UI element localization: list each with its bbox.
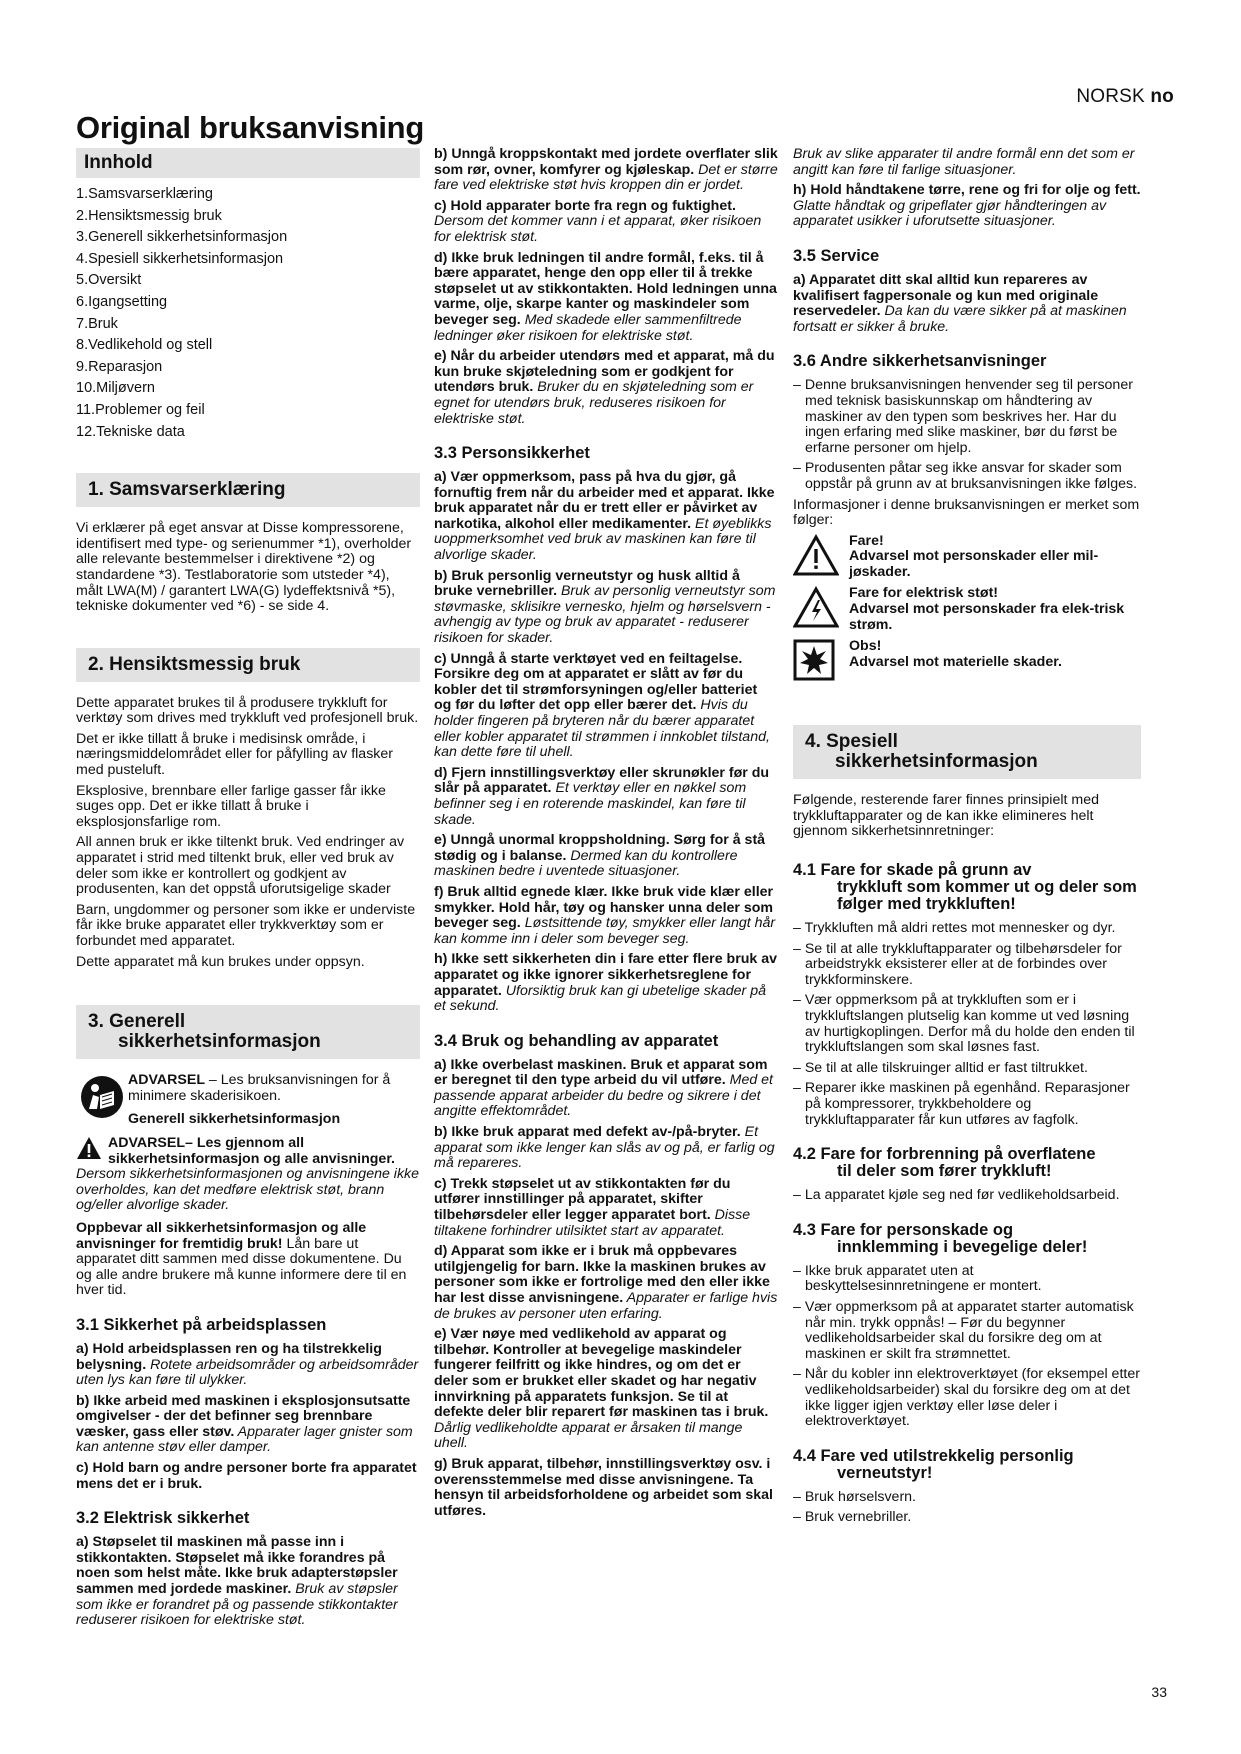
section-1-text: Vi erklærer på eget ansvar at Disse kompressorene, identifisert med type- og serienummer *1), overholder alle relevante bestemmelser i direktivene *2) og standardene *3). Testlaboratorie som utsteder *4), målt LWA(M) / garantert LWA(G) lydeffektsnivå *5), tekniske dokumenter ved *6) - se side 4. — [76, 520, 412, 615]
list-item: – Se til at alle trykkluftapparater og tilbehørsdeler for arbeidstrykk eksisterer eller at de forbindes over trykkforminskere. — [793, 940, 1122, 988]
read-manual-icon — [76, 1073, 128, 1119]
toc-item[interactable]: 2.Hensiktsmessig bruk — [76, 207, 222, 224]
toc-item[interactable]: 7.Bruk — [76, 315, 118, 332]
section-2-paragraph: Det er ikke tillatt å bruke i medisinsk område, i næringsmiddelområdet eller for påfylling av flasker med pusteluft. — [76, 730, 393, 779]
warning-triangle-icon — [76, 1136, 102, 1160]
section-4-1-heading: 4.1 Fare for skade på grunn av trykkluft som kommer ut og deler som følger med trykkluften! — [793, 861, 1137, 914]
warning-triangle-icon — [793, 534, 849, 581]
table-of-contents — [76, 184, 420, 443]
list-item: – Bruk hørselsvern. — [793, 1488, 916, 1505]
symbol-electric: Fare for elektrisk støt! Advarsel mot personskader fra elek-trisk strøm. — [793, 586, 1141, 633]
warning-read-all: ADVARSEL– Les gjennom all sikkerhetsinformasjon og alle anvisninger. Dersom sikkerhetsinformasjonen og anvisningene ikke overholdes, kan det medføre elektrisk støt, brann og/eller alvorlige skader. — [76, 1134, 420, 1214]
section-3-4-heading: 3.4 Bruk og behandling av apparatet — [434, 1031, 719, 1050]
toc-heading: Innhold — [76, 148, 420, 178]
symbol-material: Obs! Advarsel mot materielle skader. — [793, 639, 1141, 681]
section-3-6-heading: 3.6 Andre sikkerhetsanvisninger — [793, 352, 1047, 371]
material-damage-icon — [793, 639, 849, 681]
section-3-1-heading: 3.1 Sikkerhet på arbeidsplassen — [76, 1315, 327, 1334]
list-item: – Vær oppmerksom på at trykkluften som er i trykkluftslangen plutselig kan komme ut ved løsning av hurtigkoplingen. Derfor må du holde den enden til trykkluftslangen som skal løsnes fast. — [793, 992, 1135, 1056]
section-2-paragraph: Dette apparatet brukes til å produsere trykkluft for verktøy som drives med trykkluft ved profesjonell bruk. — [76, 694, 419, 727]
toc-item[interactable]: 10.Miljøvern — [76, 380, 155, 397]
section-2-paragraph: All annen bruk er ikke tiltenkt bruk. Ved endringer av apparatet i strid med tiltenkt bruk, eller ved bruk av deler som ikke er kontrollert og godkjent av produsenten, kan det oppstå uforutsigelige skader — [76, 834, 405, 898]
column-3: Bruk av slike apparater til andre formål enn det som er angitt kan føre til farlige situasjoner. h) Hold håndtakene tørre, rene og fri for olje og fett. Glatte håndtak og gripeflater gjør håndteringen av apparatet usikker i uforutsette situasjoner. 3.5 Service a) Apparatet ditt skal alltid kun repareres av kvalifisert fagpersonale og kun med originale reservedeler. Da kan du være sikker på at maskinen fortsatt er sikker å bruke. 3.6 Andre sikkerhetsanvisninger – Denne bruksanvisningen henvender seg til personer med teknisk basiskunnskap om håndtering av maskiner av den typen som beskrives her. Har du ingen erfaring med slike maskiner, bør du først be erfarne personer om hjelp. – Produsenten påtar seg ikke ansvar for skader som oppstår på grunn av at bruksanvisningen ikke følges. Informasjoner i denne bruksanvisningen er merket som følger: Fare! Advarsel mot personskader eller mil-jøskader. Fare for elektrisk støt! Advarsel mot personskader fra elek-trisk strøm. Obs! Advarsel mot materielle skader. 4. Spesiell sikkerhetsinformasjon Følgende, resterende farer finnes prinsipielt med trykkluftapparater og de kan ikke elimineres helt gjennom sikkerhetsinnretninger: 4.1 Fare for skade på grunn av trykkluft som kommer ut og deler som følger med trykkluften! – Trykkluften må aldri rettes mot mennesker og dyr. – Se til at alle trykkluftapparater og tilbehørsdeler for arbeidstrykk eksisterer eller at de forbindes over trykkforminskere. – Vær oppmerksom på at trykkluften som er i trykkluftslangen plutselig kan komme ut ved løsning av hurtigkoplingen. Derfor må du holde den enden til trykkluftslangen som skal løsnes fast. – Se til at alle tilskruinger alltid er fast tiltrukket. – Reparer ikke maskinen på egenhånd. Reparasjoner på kompressorer, trykkbeholdere og trykkluftapparater får kun utføres av fagfolk. 4.2 Fare for forbrenning på overflatene til deler som fører trykkluft! – La apparatet kjøle seg ned før vedlikeholdsarbeid. 4.3 Fare for personskade og innklemming i bevegelige deler! – Ikke bruk apparatet uten at beskyttelsesinnretningene er montert. – Vær oppmerksom på at apparatet starter automatisk når min. trykk oppnås! – Før du begynner vedlikeholdsarbeider skal du forsikre deg om at maskinen er skilt fra strømnettet. – Når du kobler inn elektroverktøyet (for eksempel etter vedlikeholdsarbeider) skal du forsikre deg om at det ikke ligger igjen verktøy eller løse deler i elektroverktøyet. 4.4 Fare ved utilstrekkelig personlig verneutstyr! – Bruk hørselsvern. – Bruk vernebriller. — [793, 146, 1141, 1526]
toc-item[interactable]: 9.Reparasjon — [76, 358, 163, 375]
column-1: Innhold 1.Samsvarserklæring 2.Hensiktsmessig bruk 3.Generell sikkerhetsinformasjon 4.Spesiell sikkerhetsinformasjon 5.Oversikt 6.Igangsetting 7.Bruk 8.Vedlikehold og stell 9.Reparasjon 10.Miljøvern 11.Problemer og feil 12.Tekniske data 1. Samsvarserklæring Vi erklærer på eget ansvar at Disse kompressorene, identifisert med type- og serienummer *1), overholder alle relevante bestemmelser i direktivene *2) og standardene *3). Testlaboratorie som utsteder *4), målt LWA(M) / garantert LWA(G) lydeffektsnivå *5), tekniske dokumenter ved *6) - se side 4. 2. Hensiktsmessig bruk Dette apparatet brukes til å produsere trykkluft for verktøy som drives med trykkluft ved profesjonell bruk. Det er ikke tillatt å bruke i medisinsk område, i næringsmiddelområdet eller for påfylling av flasker med pusteluft. Eksplosive, brennbare eller farlige gasser får ikke suges opp. Det er ikke tillatt å bruke i eksplosjonsfarlige rom. All annen bruk er ikke tiltenkt bruk. Ved endringer av apparatet i strid med tiltenkt bruk, eller ved bruk av deler som ikke er kontrollert og godkjent av produsenten, kan det oppstå uforutsigelige skader Barn, ungdommer og personer som ikke er underviste får ikke bruke apparatet eller trykkverktøy som er forbundet med apparatet. Dette apparatet må kun brukes under oppsyn. 3. Generell sikkerhetsinformasjon ADVARSEL – Les bruksanvisningen for å minimere skaderisikoen. Generell sikkerhetsinformasjon ADVARSEL– Les gjennom all sikkerhetsinformasjon og alle anvisninger. Dersom sikkerhetsinformasjonen og anvisningene ikke overholdes, kan det medføre elektrisk støt, brann og/eller alvorlige skader. Oppbevar all sikkerhetsinformasjon og alle anvisninger for fremtidig bruk! Lån bare ut apparatet ditt sammen med disse dokumentene. Du og alle andre brukere må kunne informere dere til en hver tid. 3.1 Sikkerhet på arbeidsplassen a) Hold arbeidsplassen ren og ha tilstrekkelig belysning. Rotete arbeidsområder og arbeidsområder uten lys kan føre til ulykker. b) Ikke arbeid med maskinen i eksplosjonsutsatte omgivelser - der det befinner seg brennbare væsker, gass eller støv. Apparater lager gnister som kan antenne støv eller damper. c) Hold barn og andre personer borte fra apparatet mens det er i bruk. 3.2 Elektrisk sikkerhet a) Støpselet til maskinen må passe inn i stikkontakten. Støpselet må ikke forandres på noen som helst måte. Ikke bruk adapterstøpsler sammen med jordede maskiner. Bruk av støpsler som ikke er forandret på og passende stikkontakter reduserer risikoen for elektriske støt. — [76, 148, 420, 1634]
list-item: – Vær oppmerksom på at apparatet starter automatisk når min. trykk oppnås! – Før du begynner vedlikeholdsarbeider skal du forsikre deg om at maskinen er skilt fra strømnettet. — [793, 1298, 1134, 1362]
toc-item[interactable]: 6.Igangsetting — [76, 293, 168, 310]
page-title: Original bruksanvisning — [76, 110, 424, 145]
read-manual-warning: ADVARSEL – Les bruksanvisningen for å minimere skaderisikoen. Generell sikkerhetsinformasjon — [76, 1073, 420, 1128]
toc-item[interactable]: 5.Oversikt — [76, 272, 142, 289]
list-item: – La apparatet kjøle seg ned før vedlikeholdsarbeid. — [793, 1187, 1120, 1204]
section-3-3-heading: 3.3 Personsikkerhet — [434, 444, 590, 463]
list-item: – Denne bruksanvisningen henvender seg til personer med teknisk basiskunnskap om håndtering av maskiner av den typen som beskrives her. Har du ingen erfaring med slike maskiner, bør du først be erfarne personer om hjelp. — [793, 377, 1133, 456]
toc-item[interactable]: 3.Generell sikkerhetsinformasjon — [76, 229, 288, 246]
column-2: b) Unngå kroppskontakt med jordete overflater slik som rør, ovner, komfyrer og kjøleskap. Det er større fare ved elektriske støt hvis kroppen din er jordet. c) Hold apparater borte fra regn og fuktighet. Dersom det kommer vann i et apparat, øker risikoen for elektrisk støt. d) Ikke bruk ledningen til andre formål, f.eks. til å bære apparatet, henge den opp eller til å trekke støpselet ut av stikkontakten. Hold ledningen unna varme, olje, skarpe kanter og maskindeler som beveger seg. Med skadede eller sammenfiltrede ledninger øker risikoen for elektriske støt. e) Når du arbeider utendørs med et apparat, må du kun bruke skjøteledning som er godkjent for utendørs bruk. Bruker du en skjøteledning som er egnet for utendørs bruk, reduseres risikoen for elektriske støt. 3.3 Personsikkerhet a) Vær oppmerksom, pass på hva du gjør, gå fornuftig frem når du arbeider med et apparat. Ikke bruk apparatet når du er trett eller er påvirket av narkotika, alkohol eller medikamenter. Et øyeblikks uoppmerksomhet ved bruk av maskinen kan føre til alvorlige skader. b) Bruk personlig verneutstyr og husk alltid å bruke vernebriller. Bruk av personlig verneutstyr som støvmaske, sklisikre vernesko, hjelm og hørselsvern - avhengig av type og bruk av apparatet - reduserer risikoen for skader. c) Unngå å starte verktøyet ved en feiltagelse. Forsikre deg om at apparatet er slått av før du kobler det til strømforsyningen og/eller batteriet og før du løfter det opp eller bærer det. Hvis du holder fingeren på bryteren når du bærer apparatet eller kobler apparatet til strømmen i innkoblet tilstand, kan dette føre til uhell. d) Fjern innstillingsverktøy eller skrunøkler før du slår på apparatet. Et verktøy eller en nøkkel som befinner seg i en roterende maskindel, kan føre til skade. e) Unngå unormal kroppsholdning. Sørg for å stå stødig og i balanse. Dermed kan du kontrollere maskinen bedre i uventede situasjoner. f) Bruk alltid egnede klær. Ikke bruk vide klær eller smykker. Hold hår, tøy og hansker unna deler som beveger seg. Løstsittende tøy, smykker eller langt hår kan komme inn i deler som beveger seg. h) Ikke sett sikkerheten din i fare etter flere bruk av apparatet og ikke ignorer sikkerhetsreglene for apparatet. Uforsiktig bruk kan gi ubetelige skader på et sekund. 3.4 Bruk og behandling av apparatet a) Ikke overbelast maskinen. Bruk et apparat som er beregnet til den type arbeid du vil utføre. Med et passende apparat arbeider du bedre og sikrere i det angitte effektområdet. b) Ikke bruk apparat med defekt av-/på-bryter. Et apparat som ikke lenger kan slås av og på, er farlig og må repareres. c) Trekk støpselet ut av stikkontakten før du utfører innstillinger på apparatet, skifter tilbehørsdeler eller legger apparatet bort. Disse tiltakene forhindrer utilsiktet start av apparatet. d) Apparat som ikke er i bruk må oppbevares utilgjengelig for barn. Ikke la maskinen brukes av personer som ikke er fortrolige med den eller ikke har lest disse anvisningene. Apparater er farlige hvis de brukes av personer uten erfaring. e) Vær nøye med vedlikehold av apparat og tilbehør. Kontroller at bevegelige maskindeler fungerer feilfritt og ikke hindres, og om det er deler som er brukket eller skadet og har negativ innvirkning på apparatets funksjon. Se til at defekte deler blir reparert før maskinen tas i bruk. Dårlig vedlikeholdte apparat er årsaken til mange uhell. g) Bruk apparat, tilbehør, innstillingsverktøy osv. i overensstemmelse med disse anvisningene. Ta hensyn til arbeidsforholdene og arbeidet som skal utføres. — [434, 146, 778, 1519]
section-2-heading: 2. Hensiktsmessig bruk — [76, 648, 420, 682]
list-item: – Ikke bruk apparatet uten at beskyttelsesinnretningene er montert. — [793, 1262, 1042, 1295]
list-item: – Når du kobler inn elektroverktøyet (for eksempel etter vedlikeholdsarbeider) skal du forsikre deg om at det ikke ligger igjen verktøy eller løse deler i elektroverktøyet. — [793, 1366, 1140, 1430]
section-4-heading: 4. Spesiell sikkerhetsinformasjon — [793, 725, 1141, 779]
keep-instructions: Oppbevar all sikkerhetsinformasjon og alle anvisninger for fremtidig bruk! Lån bare ut apparatet ditt sammen med disse dokumentene. Du og alle andre brukere må kunne informere dere til en hver tid. — [76, 1219, 407, 1299]
list-item: – Se til at alle tilskruinger alltid er fast tiltrukket. — [793, 1059, 1088, 1076]
section-3-heading: 3. Generell sikkerhetsinformasjon — [76, 1005, 420, 1059]
toc-item[interactable]: 11.Problemer og feil — [76, 401, 205, 418]
section-4-2-heading: 4.2 Fare for forbrenning på overflatene til deler som fører trykkluft! — [793, 1145, 1096, 1181]
section-2-paragraph: Dette apparatet må kun brukes under oppsyn. — [76, 953, 365, 970]
toc-item[interactable]: 1.Samsvarserklæring — [76, 186, 213, 202]
list-item: – Produsenten påtar seg ikke ansvar for skader som oppstår på grunn av at bruksanvisningen ikke følges. — [793, 460, 1138, 492]
section-3-5-heading: 3.5 Service — [793, 246, 880, 265]
language-label: NORSK no — [1076, 86, 1174, 107]
electric-warning-icon — [793, 586, 849, 633]
section-4-4-heading: 4.4 Fare ved utilstrekkelig personlig verneutstyr! — [793, 1446, 1074, 1482]
general-safety-label: Generell sikkerhetsinformasjon — [128, 1111, 341, 1128]
section-4-3-heading: 4.3 Fare for personskade og innklemming i bevegelige deler! — [793, 1220, 1088, 1256]
section-1-heading: 1. Samsvarserklæring — [76, 473, 420, 507]
list-item: – Trykkluften må aldri rettes mot mennesker og dyr. — [793, 920, 1116, 937]
symbol-danger: Fare! Advarsel mot personskader eller mil-jøskader. — [793, 534, 1141, 581]
section-2-paragraph: Eksplosive, brennbare eller farlige gasser får ikke suges opp. Det er ikke tillatt å bruke i eksplosjonsfarlige rom. — [76, 782, 386, 830]
toc-item[interactable]: 12.Tekniske data — [76, 423, 185, 440]
section-3-2-heading: 3.2 Elektrisk sikkerhet — [76, 1509, 250, 1528]
page-number: 33 — [1151, 1684, 1167, 1700]
toc-item[interactable]: 4.Spesiell sikkerhetsinformasjon — [76, 250, 284, 267]
list-item: – Bruk vernebriller. — [793, 1509, 912, 1526]
toc-item[interactable]: 8.Vedlikehold og stell — [76, 337, 213, 354]
list-item: – Reparer ikke maskinen på egenhånd. Reparasjoner på kompressorer, trykkbeholdere og trykkluftapparater får kun utføres av fagfolk. — [793, 1080, 1130, 1128]
section-2-paragraph: Barn, ungdommer og personer som ikke er underviste får ikke bruke apparatet eller trykkverktøy som er forbundet med apparatet. — [76, 901, 416, 949]
